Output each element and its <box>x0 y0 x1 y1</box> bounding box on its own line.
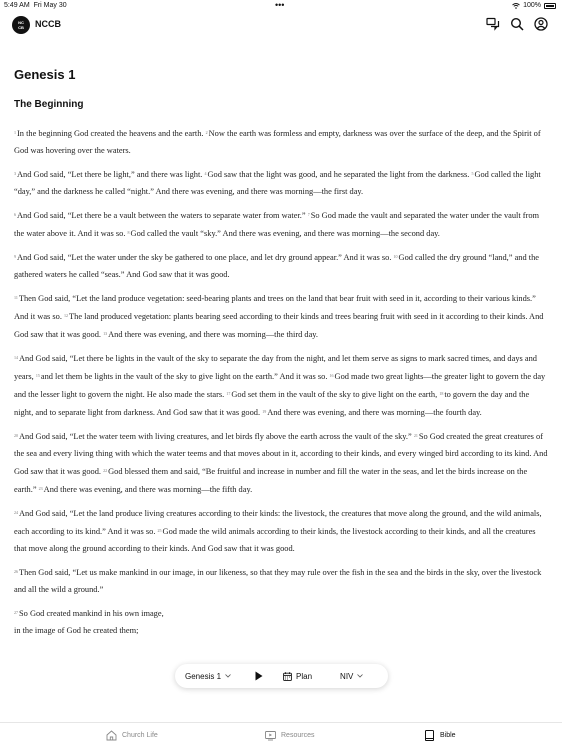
version-selector[interactable] <box>340 672 363 681</box>
passage-paragraph <box>14 427 548 498</box>
plan-label: Plan <box>296 671 313 681</box>
verse-text[interactable]: and let them be lights in the vault of the sky to give light on the earth.” And it was so. <box>40 372 328 381</box>
app-header <box>0 12 562 40</box>
verse-number: 22 <box>103 468 108 473</box>
calendar-icon <box>283 672 292 681</box>
account-icon[interactable] <box>534 17 548 31</box>
verse-number: 6 <box>14 212 16 217</box>
verse-number: 3 <box>14 171 16 176</box>
verse-number: 17 <box>226 391 231 396</box>
verse-number: 12 <box>64 313 69 318</box>
play-icon <box>255 671 263 681</box>
verse-number: 1 <box>14 130 16 135</box>
verse-text[interactable]: God made two great lights—the greater light to govern the day and the lesser light to govern the night. He also made the stars. <box>14 372 546 399</box>
verse-text[interactable]: The land produced vegetation: plants bearing seed according to their kinds and trees bearing fruit with seed in it according to their kinds. And God saw that it was good. <box>14 312 544 339</box>
verse-number: 11 <box>14 295 18 300</box>
passage-paragraph <box>14 124 548 159</box>
verse-number: 26 <box>14 569 18 574</box>
battery-icon <box>544 3 556 9</box>
verse-text[interactable]: So God created the great creatures of the sea and every living thing with which the water teems and that moves about in it, according to their kinds, and every winged bird according to its kind. And God saw that it was good. <box>14 432 548 476</box>
nccb-logo[interactable]: NC CB <box>12 16 30 34</box>
verse-number: 24 <box>14 510 18 515</box>
verse-text[interactable]: And God said, “Let there be lights in the vault of the sky to separate the day from the night, and let them serve as signs to mark sacred times, and days and years, <box>14 354 537 381</box>
verse-text[interactable]: God made the wild animals according to their kinds, the livestock according to their kinds, and all the creatures that move along the ground according to their kinds. And God saw that it was good. <box>14 527 536 553</box>
verse-number: 21 <box>413 433 418 438</box>
verse-number: 27 <box>14 610 18 615</box>
verse-text[interactable]: And God said, “Let there be light,” and there was light. <box>17 170 203 179</box>
tab-label: Resources <box>281 732 315 739</box>
status-right <box>512 2 556 9</box>
verse-number: 14 <box>14 355 18 360</box>
verse-number: 10 <box>393 254 398 259</box>
tab-church-life[interactable] <box>106 730 158 741</box>
header-actions <box>486 17 548 31</box>
tab-resources[interactable] <box>265 730 314 741</box>
verse-number: 8 <box>127 230 130 235</box>
verse-text[interactable]: So God created mankind in his own image, <box>19 609 164 618</box>
passage-paragraph <box>14 289 548 343</box>
verse-number: 23 <box>38 486 43 491</box>
verse-number: 4 <box>204 171 207 176</box>
verse-text[interactable]: God set them in the vault of the sky to give light on the earth, <box>231 390 438 399</box>
verse-number: 5 <box>471 171 474 176</box>
chapter-title: Genesis 1 <box>14 67 76 82</box>
status-bar <box>0 0 562 12</box>
section-heading: The Beginning <box>14 99 84 110</box>
verse-text[interactable]: Then God said, “Let the land produce vegetation: seed-bearing plants and trees on the land that bear fruit with seed in it, according to their various kinds.” And it was so. <box>14 294 536 321</box>
tab-bible[interactable] <box>424 730 456 741</box>
app-title: NCCB <box>35 19 61 29</box>
verse-text[interactable]: And there was evening, and there was morning—the third day. <box>108 330 319 339</box>
verse-text[interactable]: to govern the day and the night, and to separate light from darkness. And God saw that it was good. <box>14 390 530 417</box>
chevron-down-icon <box>225 674 231 678</box>
verse-text[interactable]: And God said, “Let the water under the sky be gathered to one place, and let dry ground appear.” And it was so. <box>17 253 392 262</box>
verse-number: 13 <box>103 331 108 336</box>
verse-number: 20 <box>14 433 18 438</box>
bottom-tab-bar <box>0 722 562 750</box>
chat-icon[interactable] <box>486 17 500 31</box>
verse-text[interactable]: in the image of God he created them; <box>14 626 139 635</box>
search-icon[interactable] <box>510 17 524 31</box>
verse-text[interactable]: Now the earth was formless and empty, darkness was over the surface of the deep, and the Spirit of God was hovering over the waters. <box>14 129 541 155</box>
verse-text[interactable]: And there was evening, and there was morning—the fifth day. <box>43 485 253 494</box>
plan-button[interactable] <box>283 672 312 681</box>
verse-text[interactable]: And God said, “Let the water teem with living creatures, and let birds fly above the earth across the vault of the sky.” <box>19 432 412 441</box>
version-label: NIV <box>340 671 354 681</box>
wifi-icon <box>512 3 520 9</box>
book-icon <box>424 730 435 741</box>
verse-text[interactable]: And God said, “Let there be a vault between the waters to separate water from water.” <box>17 211 306 220</box>
reader-control-bar <box>175 664 388 688</box>
verse-text[interactable]: God called the dry ground “land,” and the gathered waters he called “seas.” And God saw that it was good. <box>14 253 539 279</box>
verse-text[interactable]: God called the vault “sky.” And there was evening, and there was morning—the second day. <box>130 229 440 238</box>
verse-number: 9 <box>14 254 16 259</box>
verse-text[interactable]: Then God said, “Let us make mankind in our image, in our likeness, so that they may rule over the fish in the sea and the birds in the sky, over the livestock and all the wild a ground.” <box>14 568 542 594</box>
passage-text[interactable] <box>14 124 548 639</box>
passage-paragraph <box>14 165 548 200</box>
verse-number: 19 <box>262 409 267 414</box>
passage-paragraph <box>14 349 548 421</box>
tab-label: Church Life <box>122 732 158 739</box>
verse-text[interactable]: God saw that the light was good, and he separated the light from the darkness. <box>207 170 470 179</box>
book-chapter-selector[interactable] <box>185 672 231 681</box>
verse-number: 16 <box>329 373 334 378</box>
verse-text[interactable]: And there was evening, and there was morning—the fourth day. <box>267 408 482 417</box>
passage-paragraph <box>14 206 548 242</box>
chevron-down-icon <box>357 674 363 678</box>
status-time: 5:49 AM Fri May 30 <box>4 2 67 9</box>
verse-number: 2 <box>205 130 208 135</box>
play-audio-button[interactable] <box>255 671 263 681</box>
verse-number: 25 <box>157 528 162 533</box>
tab-label: Bible <box>440 732 456 739</box>
passage-paragraph <box>14 248 548 283</box>
bible-content <box>14 58 548 645</box>
verse-text[interactable]: And God said, “Let the land produce living creatures according to their kinds: the livestock, the creatures that move along the ground, and the wild animals, each according to its kind.” And it was so. <box>14 509 542 536</box>
verse-number: 18 <box>439 391 444 396</box>
passage-paragraph <box>14 563 548 598</box>
home-icon <box>106 730 117 741</box>
verse-text[interactable]: In the beginning God created the heavens and the earth. <box>17 129 204 138</box>
verse-text[interactable]: God blessed them and said, “Be fruitful and increase in number and fill the water in the seas, and let the birds increase on the earth.” <box>14 467 528 494</box>
multitask-dots-icon[interactable]: ••• <box>275 0 285 10</box>
verse-number: 15 <box>35 373 40 378</box>
play-screen-icon <box>265 730 276 741</box>
book-chapter-label: Genesis 1 <box>185 671 222 681</box>
verse-text[interactable]: So God made the vault and separated the water under the vault from the water above it. And it was so. <box>14 211 540 238</box>
passage-paragraph <box>14 504 548 557</box>
verse-text[interactable]: God called the light “day,” and the darkness he called “night.” And there was evening, and there was morning—the first day. <box>14 170 541 196</box>
passage-paragraph <box>14 604 548 639</box>
verse-number: 7 <box>307 212 310 217</box>
battery-percent: 100% <box>523 2 541 9</box>
